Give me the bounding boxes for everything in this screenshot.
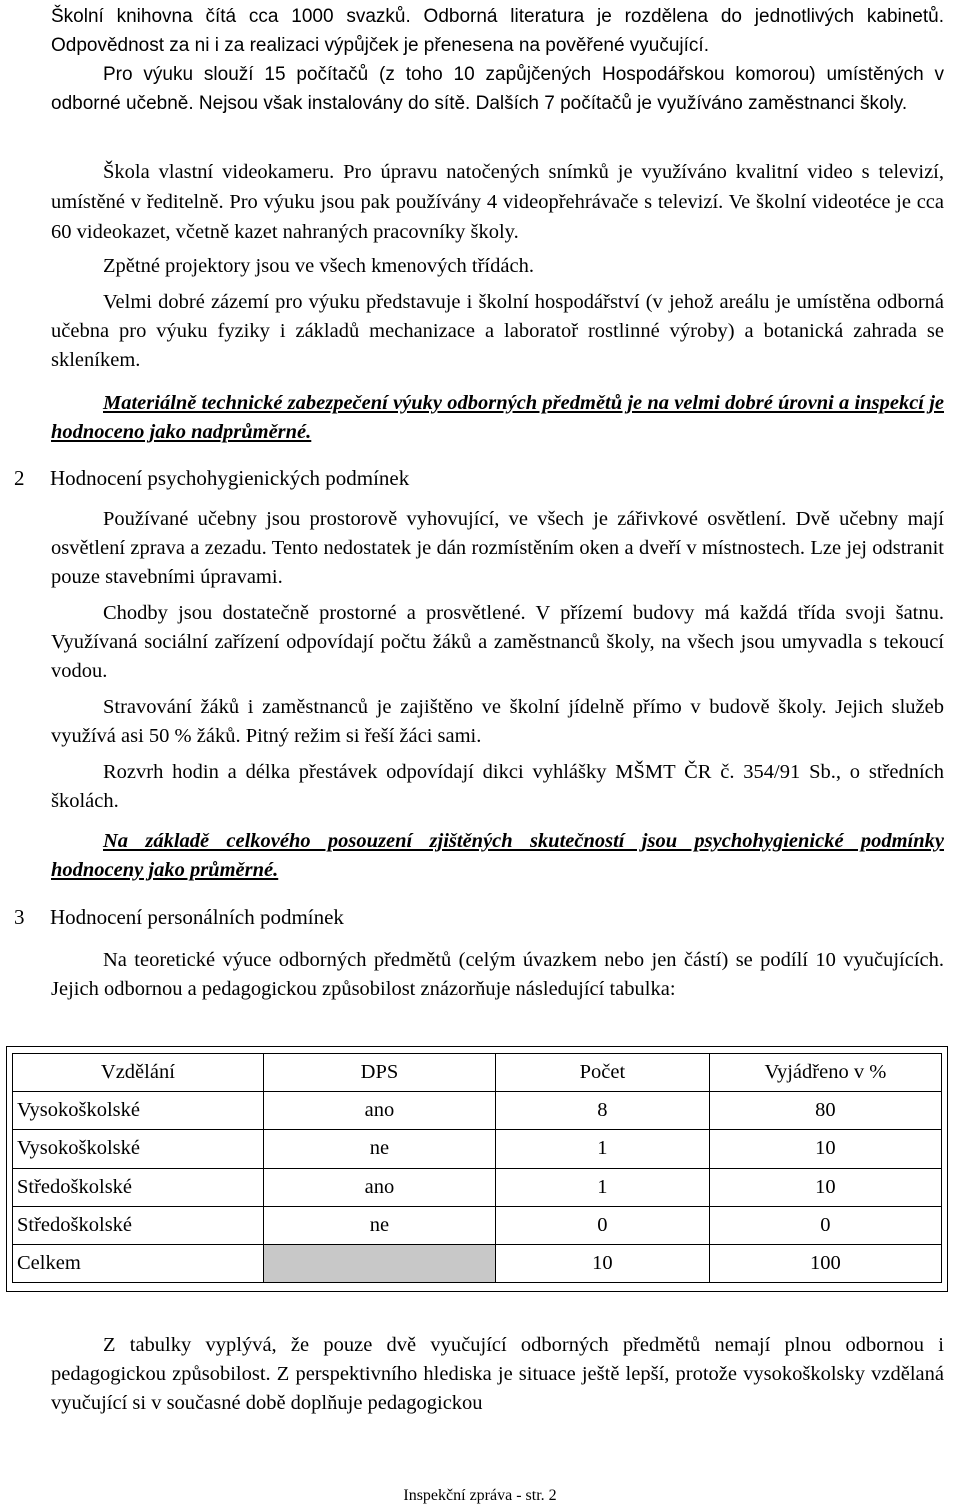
table-cell-shaded — [263, 1244, 495, 1282]
paragraph-library: Školní knihovna čítá cca 1000 svazků. Odborná literatura je rozdělena do jednotlivých kabinetů. Odpovědnost za ni i za realizaci výpůjček je přenesena na pověřené vyučující. — [51, 6, 944, 56]
table-cell: ne — [263, 1206, 495, 1244]
table-row — [13, 1206, 942, 1244]
table-cell: Středoškolské — [13, 1206, 264, 1244]
paragraph-video: Škola vlastní videokameru. Pro úpravu natočených snímků je využíváno kvalitní video s televizí, umístěné v ředitelně. Pro výuku jsou pak používány 4 videopřehrávače s televizí. Ve školní videotéce je cca 60 videokazet, včetně kazet nahraných pracovníky školy. — [51, 161, 944, 243]
paragraph-table-summary: Z tabulky vyplývá, že pouze dvě vyučující odborných předmětů nemají plnou odbornou i pedagogickou způsobilost. Z perspektivního hlediska je situace ještě lepší, protože vysokoškolsky vzdělaná vyučující si v současné době doplňuje pedagogickou — [51, 1334, 944, 1414]
section-heading-3 — [14, 903, 344, 931]
table-row-total — [13, 1244, 942, 1282]
table-cell: Středoškolské — [13, 1168, 264, 1206]
section-heading-2 — [14, 464, 409, 492]
table-header-cell: Vyjádřeno v % — [709, 1054, 941, 1092]
table-header-row — [13, 1054, 942, 1092]
section-number: 3 — [14, 905, 25, 929]
section-title: Hodnocení personálních podmínek — [50, 905, 344, 929]
paragraph-catering: Stravování žáků i zaměstnanců je zajištěno ve školní jídelně přímo v budově školy. Jejich služeb využívá asi 50 % žáků. Pitný režim si řeší žáci sami. — [51, 696, 944, 747]
paragraph-teachers: Na teoretické výuce odborných předmětů (celým úvazkem nebo jen částí) se podílí 10 vyučujících. Jejich odbornou a pedagogickou způsobilost znázorňuje následující tabulka: — [51, 949, 944, 1000]
table-header-cell: Počet — [496, 1054, 710, 1092]
paragraph-computers: Pro výuku slouží 15 počítačů (z toho 10 zapůjčených Hospodářskou komorou) umístěných v odborné učebně. Nejsou však instalovány do sítě. Dalších 7 počítačů je využíváno zaměstnanci školy. — [51, 64, 944, 114]
qualification-table-frame — [6, 1046, 948, 1292]
paragraph-schedule: Rozvrh hodin a délka přestávek odpovídají dikci vyhlášky MŠMT ČR č. 354/91 Sb., o středních školách. — [51, 761, 944, 812]
table-cell: 10 — [709, 1168, 941, 1206]
table-cell: 0 — [709, 1206, 941, 1244]
section-title: Hodnocení psychohygienických podmínek — [50, 466, 410, 490]
paragraph-projectors: Zpětné projektory jsou ve všech kmenových třídách. — [103, 255, 534, 277]
table-cell: Vysokoškolské — [13, 1130, 264, 1168]
conclusion-psychohygiene: Na základě celkového posouzení zjištěných skutečností jsou psychohygienické podmínky hodnoceny jako průměrné. — [51, 830, 944, 881]
table-cell: 0 — [496, 1206, 710, 1244]
table-row — [13, 1168, 942, 1206]
table-cell: 1 — [496, 1168, 710, 1206]
table-cell: 80 — [709, 1092, 941, 1130]
table-cell: 10 — [709, 1130, 941, 1168]
paragraph-corridors: Chodby jsou dostatečně prostorné a prosvětlené. V přízemí budovy má každá třída svoji šatnu. Využívaná sociální zařízení odpovídají počtu žáků a zaměstnanců školy, na všech jsou umyvadla s tekoucí vodou. — [51, 602, 944, 682]
section-number: 2 — [14, 466, 25, 490]
table-cell: ano — [263, 1168, 495, 1206]
table-row — [13, 1130, 942, 1168]
table-cell: 100 — [709, 1244, 941, 1282]
paragraph-classrooms: Používané učebny jsou prostorově vyhovující, ve všech je zářivkové osvětlení. Dvě učebny mají osvětlení zprava a zezadu. Tento nedostatek je dán rozmístěním oken a dveří v místnostech. Lze jej odstranit pouze stavebními úpravami. — [51, 508, 944, 588]
table-header-cell: DPS — [263, 1054, 495, 1092]
table-header-cell: Vzdělání — [13, 1054, 264, 1092]
conclusion-material: Materiálně technické zabezpečení výuky odborných předmětů je na velmi dobré úrovni a inspekcí je hodnoceno jako nadprůměrné. — [51, 392, 944, 443]
table-cell: ne — [263, 1130, 495, 1168]
table-cell: Vysokoškolské — [13, 1092, 264, 1130]
table-cell: ano — [263, 1092, 495, 1130]
table-cell: Celkem — [13, 1244, 264, 1282]
table-cell: 10 — [496, 1244, 710, 1282]
table-cell: 1 — [496, 1130, 710, 1168]
page-footer: Inspekční zpráva - str. 2 — [403, 1487, 557, 1504]
qualification-table — [12, 1053, 942, 1283]
table-cell: 8 — [496, 1092, 710, 1130]
table-row — [13, 1092, 942, 1130]
paragraph-farm: Velmi dobré zázemí pro výuku představuje i školní hospodářství (v jehož areálu je umístěna odborná učebna pro výuku fyziky i základů mechanizace a laboratoř rostlinné výroby) a botanická zahrada se skleníkem. — [51, 291, 944, 371]
